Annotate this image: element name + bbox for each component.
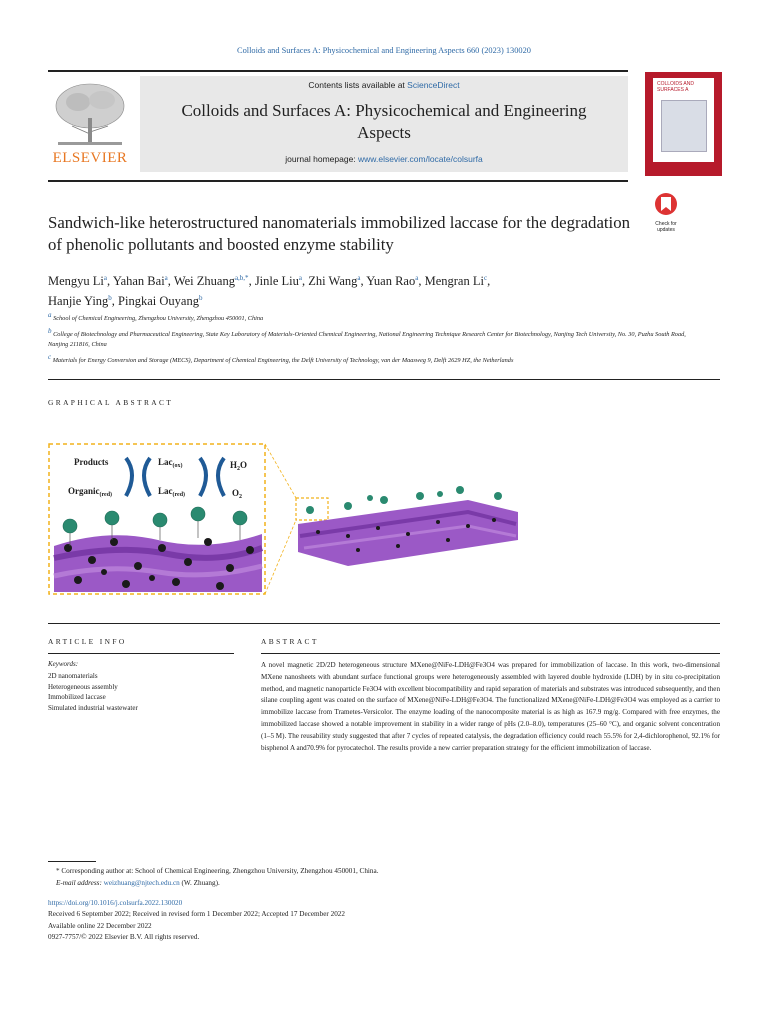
author-affiliation-mark[interactable]: a <box>164 274 168 282</box>
author-name[interactable]: Yuan Rao <box>366 274 416 289</box>
author-name[interactable]: Pingkai Ouyang <box>118 294 199 309</box>
header-top-rule <box>48 70 628 72</box>
sciencedirect-link[interactable]: ScienceDirect <box>407 80 460 90</box>
h2o-label: $H_2O$ <box>230 460 248 472</box>
article-info-heading: ARTICLE INFO <box>48 637 127 646</box>
email-link[interactable]: weizhuang@njtech.edu.cn <box>103 878 180 887</box>
abstract-heading: ABSTRACT <box>261 637 319 646</box>
article-info-rule <box>48 653 234 654</box>
bookmark-icon <box>648 192 684 216</box>
affiliations <box>48 310 688 367</box>
author-name[interactable]: Wei Zhuang <box>173 274 235 289</box>
affiliation-item <box>48 326 688 351</box>
journal-title: Colloids and Surfaces A: Physicochemical and Engineering Aspects <box>181 101 587 142</box>
author-affiliation-mark[interactable]: b <box>108 294 112 303</box>
o2-label: $O_2$ <box>232 488 243 500</box>
journal-reference[interactable]: Colloids and Surfaces A: Physicochemical and Engineering Aspects 660 (2023) 130020 <box>236 46 531 55</box>
email-suffix: (W. Zhuang). <box>179 878 220 887</box>
nanosheet-closeup <box>54 507 262 592</box>
author-affiliation-mark[interactable]: a <box>357 274 361 282</box>
organic-red-label: Organic$_{(red)}$ <box>68 486 113 498</box>
author-affiliation-mark[interactable]: a,b,* <box>234 274 249 282</box>
nanosheet-overview <box>298 486 518 566</box>
abstract-text: A novel magnetic 2D/2D heterogeneous structure MXene@NiFe-LDH@Fe3O4 was prepared for immobilization of laccase. In this work, two-dimensional MXene nanosheets with abundant surface functional groups were heterogeneously assembled with layered double hydroxide (LDH) by in situ co-precipitation method, and magnetic nanoparticle Fe3O4 with excellent biocompatibility and rapid separation of materials and substrates was introduced subsequently, and then silane coupling agent was coated on the surface of MXene@NiFe-LDH@Fe3O4. The functionalized MXene@NiFe-LDH@Fe3O4 was employed as a carrier to immobilize laccase from Trametes-Versicolor. The enzyme loading of the nanocomposite material is as high as 167.9 mg/g. Compared with free enzymes, the immobilized laccase showed a notable improvement in stability in a wider range of pHs (2.0–8.0), temperatures (25–60 °C), and organic solvent concentration (1–5 M). The reusability study suggested that after 7 cycles of repeated catalysis, the degradation efficiency could reach 55.5% for 2,4-dichlorophenol, 92.1% for bisphenol A and70.9% for pyrocatechol. The results provide a new carrier preparation strategy for the efficient immobilization of laccase. <box>261 661 720 752</box>
abstract-rule <box>261 653 720 654</box>
section-rule <box>48 379 720 380</box>
lac-ox-label: Lac$_{(ox)}$ <box>158 457 183 469</box>
homepage-link[interactable]: www.elsevier.com/locate/colsurfa <box>358 154 483 164</box>
copyright: 0927-7757/© 2022 Elsevier B.V. All rights reserved. <box>48 932 200 941</box>
affiliation-text: Materials for Energy Conversion and Storage (MECS), Department of Chemical Engineering, the Delft University of Technology, van der Maasweg 9, Delft 2629 HZ, the Netherlands <box>52 356 514 364</box>
affiliation-mark: a <box>48 311 52 319</box>
contents-line <box>140 80 628 90</box>
author-name[interactable]: Zhi Wang <box>308 274 358 289</box>
author-affiliation-mark[interactable]: a <box>103 274 108 282</box>
graphical-abstract-heading: GRAPHICAL ABSTRACT <box>48 398 174 407</box>
affiliation-mark: c <box>48 352 52 361</box>
author-affiliation-mark[interactable]: a <box>415 274 419 282</box>
homepage-line <box>140 154 628 164</box>
elsevier-wordmark: ELSEVIER <box>52 150 128 166</box>
available-online: Available online 22 December 2022 <box>48 921 152 930</box>
lac-red-label: Lac$_{(red)}$ <box>158 486 186 498</box>
author-affiliation-mark[interactable]: c <box>483 274 488 282</box>
email-label: E-mail address: <box>56 878 104 887</box>
received-dates: Received 6 September 2022; Received in revised form 1 December 2022; Accepted 17 December 2022 <box>48 910 345 919</box>
homepage-prefix: journal homepage: <box>285 154 359 164</box>
check-for-updates-badge[interactable] <box>648 192 684 233</box>
check-updates-label: Check for updates <box>655 221 677 233</box>
keyword-item[interactable]: Immobilized laccase <box>48 693 106 702</box>
author-name[interactable]: Mengyu Li <box>48 274 104 289</box>
affiliation-mark: b <box>48 326 52 335</box>
cover-title: COLLOIDS AND SURFACES A <box>657 81 694 93</box>
products-label: Products <box>74 457 109 467</box>
keyword-item[interactable]: Simulated industrial wastewater <box>48 703 138 712</box>
affiliation-text: College of Biotechnology and Pharmaceutical Engineering, State Key Laboratory of Materials-Oriented Chemical Engineering, National Engineering Technique Research Center for Biotechnology, Nanjing Tech University, No. 30, Puzhu South Road, Nanjing 211816, China <box>48 330 686 349</box>
doi-link[interactable]: https://doi.org/10.1016/j.colsurfa.2022.130020 <box>48 899 183 907</box>
author-list: Mengyu Li$^a$, Yahan Bai$^a$, Wei Zhuang$^{a,b,*}$, Jinle Liu$^a$, Zhi Wang$^a$, Yuan Rao$^a$, Mengran Li$^c$, Hanjie Ying$^b$, Pingkai Ouyang$^b$ <box>48 274 491 309</box>
graphical-abstract-figure[interactable] <box>48 436 720 596</box>
author-name[interactable]: Yahan Bai <box>112 274 165 289</box>
keywords-list <box>48 671 234 713</box>
affiliation-item <box>48 310 688 325</box>
footnote-rule <box>48 861 96 862</box>
contents-prefix: Contents lists available at <box>308 80 408 90</box>
keyword-item[interactable]: Heterogeneous assembly <box>48 682 118 691</box>
keyword-item[interactable]: 2D nanomaterials <box>48 672 98 680</box>
author-name[interactable]: Hanjie Ying <box>48 294 109 309</box>
publication-info <box>48 898 708 943</box>
author-name[interactable]: Mengran Li <box>424 274 484 289</box>
footnotes <box>56 866 716 889</box>
journal-cover-thumbnail[interactable] <box>645 72 722 176</box>
keywords-label: Keywords: <box>48 660 79 668</box>
author-affiliation-mark[interactable]: b <box>198 294 203 303</box>
reaction-arrows-left <box>126 458 150 496</box>
article-title: Sandwich-like heterostructured nanomaterials immobilized laccase for the degradation of phenolic pollutants and boosted enzyme stability <box>48 213 630 254</box>
affiliation-item <box>48 352 688 367</box>
affiliation-text: School of Chemical Engineering, Zhengzhou University, Zhengzhou 450001, China <box>53 315 264 323</box>
email-line <box>56 878 716 890</box>
author-name[interactable]: Jinle Liu <box>254 274 299 289</box>
corresponding-author-note: * Corresponding author at: School of Chemical Engineering, Zhengzhou University, Zhengzhou 450001, China. <box>56 867 379 875</box>
header-bottom-rule <box>48 180 628 182</box>
section-rule <box>48 623 720 624</box>
reaction-arrows-right <box>200 458 224 496</box>
author-affiliation-mark[interactable]: a <box>298 274 303 282</box>
